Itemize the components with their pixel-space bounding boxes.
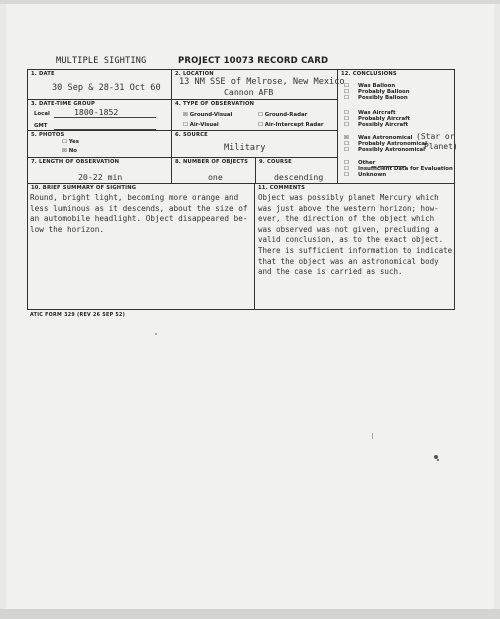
possibly-balloon-checkbox-icon: ☐ bbox=[344, 95, 349, 101]
source-label: 6. SOURCE bbox=[175, 132, 208, 138]
dtg-label: 3. DATE-TIME GROUP bbox=[31, 101, 96, 107]
option-air-intercept-radar bbox=[258, 122, 324, 128]
summary-line: Round, bright light, becoming more orange and bbox=[30, 193, 239, 202]
multiple-sighting-heading: MULTIPLE SIGHTING bbox=[56, 56, 147, 66]
option-photos-no bbox=[62, 148, 77, 154]
number-of-objects-cell bbox=[172, 158, 256, 184]
conclusion-probably-balloon: ☐ Probably Balloon bbox=[344, 89, 410, 95]
length-label: 7. LENGTH OF OBSERVATION bbox=[31, 159, 120, 165]
conclusion-probably-astronomical: ☐ Probably Astronomical bbox=[344, 141, 427, 147]
option-ground-visual bbox=[183, 112, 232, 118]
was-balloon-checkbox-icon: ☐ bbox=[344, 83, 349, 89]
probably-aircraft-checkbox-icon: ☐ bbox=[344, 116, 349, 122]
air-visual-label: Air-Visual bbox=[189, 122, 219, 128]
location-label: 2. LOCATION bbox=[175, 71, 214, 77]
local-underline bbox=[54, 117, 156, 118]
probably-balloon-checkbox-icon: ☐ bbox=[344, 89, 349, 95]
gmt-underline bbox=[54, 129, 156, 130]
other-checkbox-icon: ☐ bbox=[344, 160, 349, 166]
ground-visual-checkbox-icon: ☒ bbox=[183, 112, 188, 118]
summary-label: 10. BRIEF SUMMARY OF SIGHTING bbox=[31, 185, 137, 191]
objects-value: one bbox=[208, 172, 223, 182]
comments-text bbox=[258, 193, 452, 278]
conclusion-other: ☐ Other bbox=[344, 160, 376, 166]
location-line-2: Cannon AFB bbox=[224, 87, 274, 97]
objects-label: 8. NUMBER OF OBJECTS bbox=[175, 159, 249, 165]
ground-visual-label: Ground-Visual bbox=[189, 112, 233, 118]
air-visual-checkbox-icon: ☐ bbox=[183, 122, 188, 128]
conclusion-possibly-astronomical: ☐ Possibly Astronomical bbox=[344, 147, 426, 153]
photos-yes-label: Yes bbox=[68, 139, 80, 145]
scan-speck bbox=[372, 433, 373, 439]
conclusions-label: 12. CONCLUSIONS bbox=[341, 71, 397, 77]
possibly-astronomical-checkbox-icon: ☐ bbox=[344, 147, 349, 153]
photos-no-checkbox-icon: ☒ bbox=[62, 148, 67, 154]
record-card-title: PROJECT 10073 RECORD CARD bbox=[178, 56, 329, 66]
handwritten-star-or: (Star or bbox=[416, 132, 455, 141]
summary-line: an automobile headlight. Object disappeared be- bbox=[30, 214, 248, 224]
photos-cell bbox=[28, 131, 172, 158]
comments-line: was just above the western horizon; how- bbox=[258, 203, 439, 213]
ground-radar-label: Ground-Radar bbox=[264, 112, 308, 118]
conclusion-was-balloon: ☐ Was Balloon bbox=[344, 83, 396, 89]
handwritten-planet: Planet) bbox=[424, 142, 458, 151]
comments-label: 11. COMMENTS bbox=[258, 185, 306, 191]
conclusion-unknown: ☐ Unknown bbox=[344, 172, 387, 178]
conclusion-probably-aircraft: ☐ Probably Aircraft bbox=[344, 116, 410, 122]
scan-speck bbox=[155, 333, 157, 335]
date-cell bbox=[28, 70, 172, 100]
conclusion-possibly-balloon: ☐ Possibly Balloon bbox=[344, 95, 408, 101]
probably-astronomical-checkbox-icon: ☐ bbox=[344, 141, 349, 147]
summary-text bbox=[30, 193, 248, 235]
course-label: 9. COURSE bbox=[259, 159, 292, 165]
photos-label: 5. PHOTOS bbox=[31, 132, 65, 138]
comments-line: ever, the direction of the object which bbox=[258, 214, 435, 224]
air-intercept-radar-label: Air-Intercept Radar bbox=[264, 122, 324, 128]
option-photos-yes bbox=[62, 139, 79, 145]
course-value: descending bbox=[274, 172, 324, 182]
conclusion-possibly-aircraft: ☐ Possibly Aircraft bbox=[344, 122, 409, 128]
location-cell bbox=[172, 70, 345, 100]
was-aircraft-checkbox-icon: ☐ bbox=[344, 110, 349, 116]
conclusions-cell bbox=[338, 70, 458, 184]
unknown-checkbox-icon: ☐ bbox=[344, 172, 349, 178]
scan-bottom-edge bbox=[0, 609, 500, 619]
conclusion-was-aircraft: ☐ Was Aircraft bbox=[344, 110, 396, 116]
form-identifier: ATIC FORM 329 (REV 26 SEP 52) bbox=[30, 313, 126, 318]
source-cell bbox=[172, 131, 338, 158]
comments-line: and the case is carried as such. bbox=[258, 267, 403, 277]
scan-speck bbox=[437, 459, 439, 461]
comments-line: Object was possibly planet Mercury which bbox=[258, 193, 439, 202]
local-time-value: 1800-1852 bbox=[74, 107, 119, 117]
observation-type-cell bbox=[172, 100, 338, 131]
local-label: Local bbox=[34, 111, 50, 117]
length-of-observation-cell bbox=[28, 158, 172, 184]
summary-line: less luminous as it descends, about the size of bbox=[30, 203, 248, 213]
option-air-visual bbox=[183, 122, 219, 128]
photos-yes-checkbox-icon: ☐ bbox=[62, 139, 67, 145]
air-intercept-radar-checkbox-icon: ☐ bbox=[258, 122, 263, 128]
record-card-form bbox=[27, 69, 458, 310]
brief-summary-cell bbox=[28, 184, 255, 309]
source-value: Military bbox=[224, 143, 266, 153]
comments-line: valid conclusion, as to the exact object. bbox=[258, 235, 444, 245]
summary-line: low the horizon. bbox=[30, 224, 105, 234]
comments-line: There is sufficient information to indicate bbox=[258, 245, 453, 255]
conclusion-was-astronomical: ☒ Was Astronomical bbox=[344, 135, 413, 141]
conclusion-insufficient-data: ☐ Insufficient Data for Evaluation bbox=[344, 166, 453, 172]
insufficient-data-checkbox-icon: ☐ bbox=[344, 166, 349, 172]
length-value: 20-22 min bbox=[78, 172, 123, 182]
date-value: 30 Sep & 28-31 Oct 60 bbox=[52, 83, 161, 93]
date-time-group-cell bbox=[28, 100, 172, 131]
option-ground-radar bbox=[258, 112, 307, 118]
date-label: 1. DATE bbox=[31, 71, 55, 77]
possibly-aircraft-checkbox-icon: ☐ bbox=[344, 122, 349, 128]
comments-line: that the object was an astronomical body bbox=[258, 256, 439, 266]
comments-line: was observed was not given, precluding a bbox=[258, 224, 439, 234]
location-line-1: 13 NM SSE of Melrose, New Mexico bbox=[179, 77, 345, 87]
course-cell bbox=[256, 158, 338, 184]
gmt-label: GMT bbox=[34, 123, 48, 129]
observation-type-label: 4. TYPE OF OBSERVATION bbox=[175, 101, 255, 107]
ground-radar-checkbox-icon: ☐ bbox=[258, 112, 263, 118]
was-astronomical-checkbox-icon: ☒ bbox=[344, 135, 349, 141]
comments-cell bbox=[255, 184, 454, 309]
photos-no-label: No bbox=[68, 148, 77, 154]
